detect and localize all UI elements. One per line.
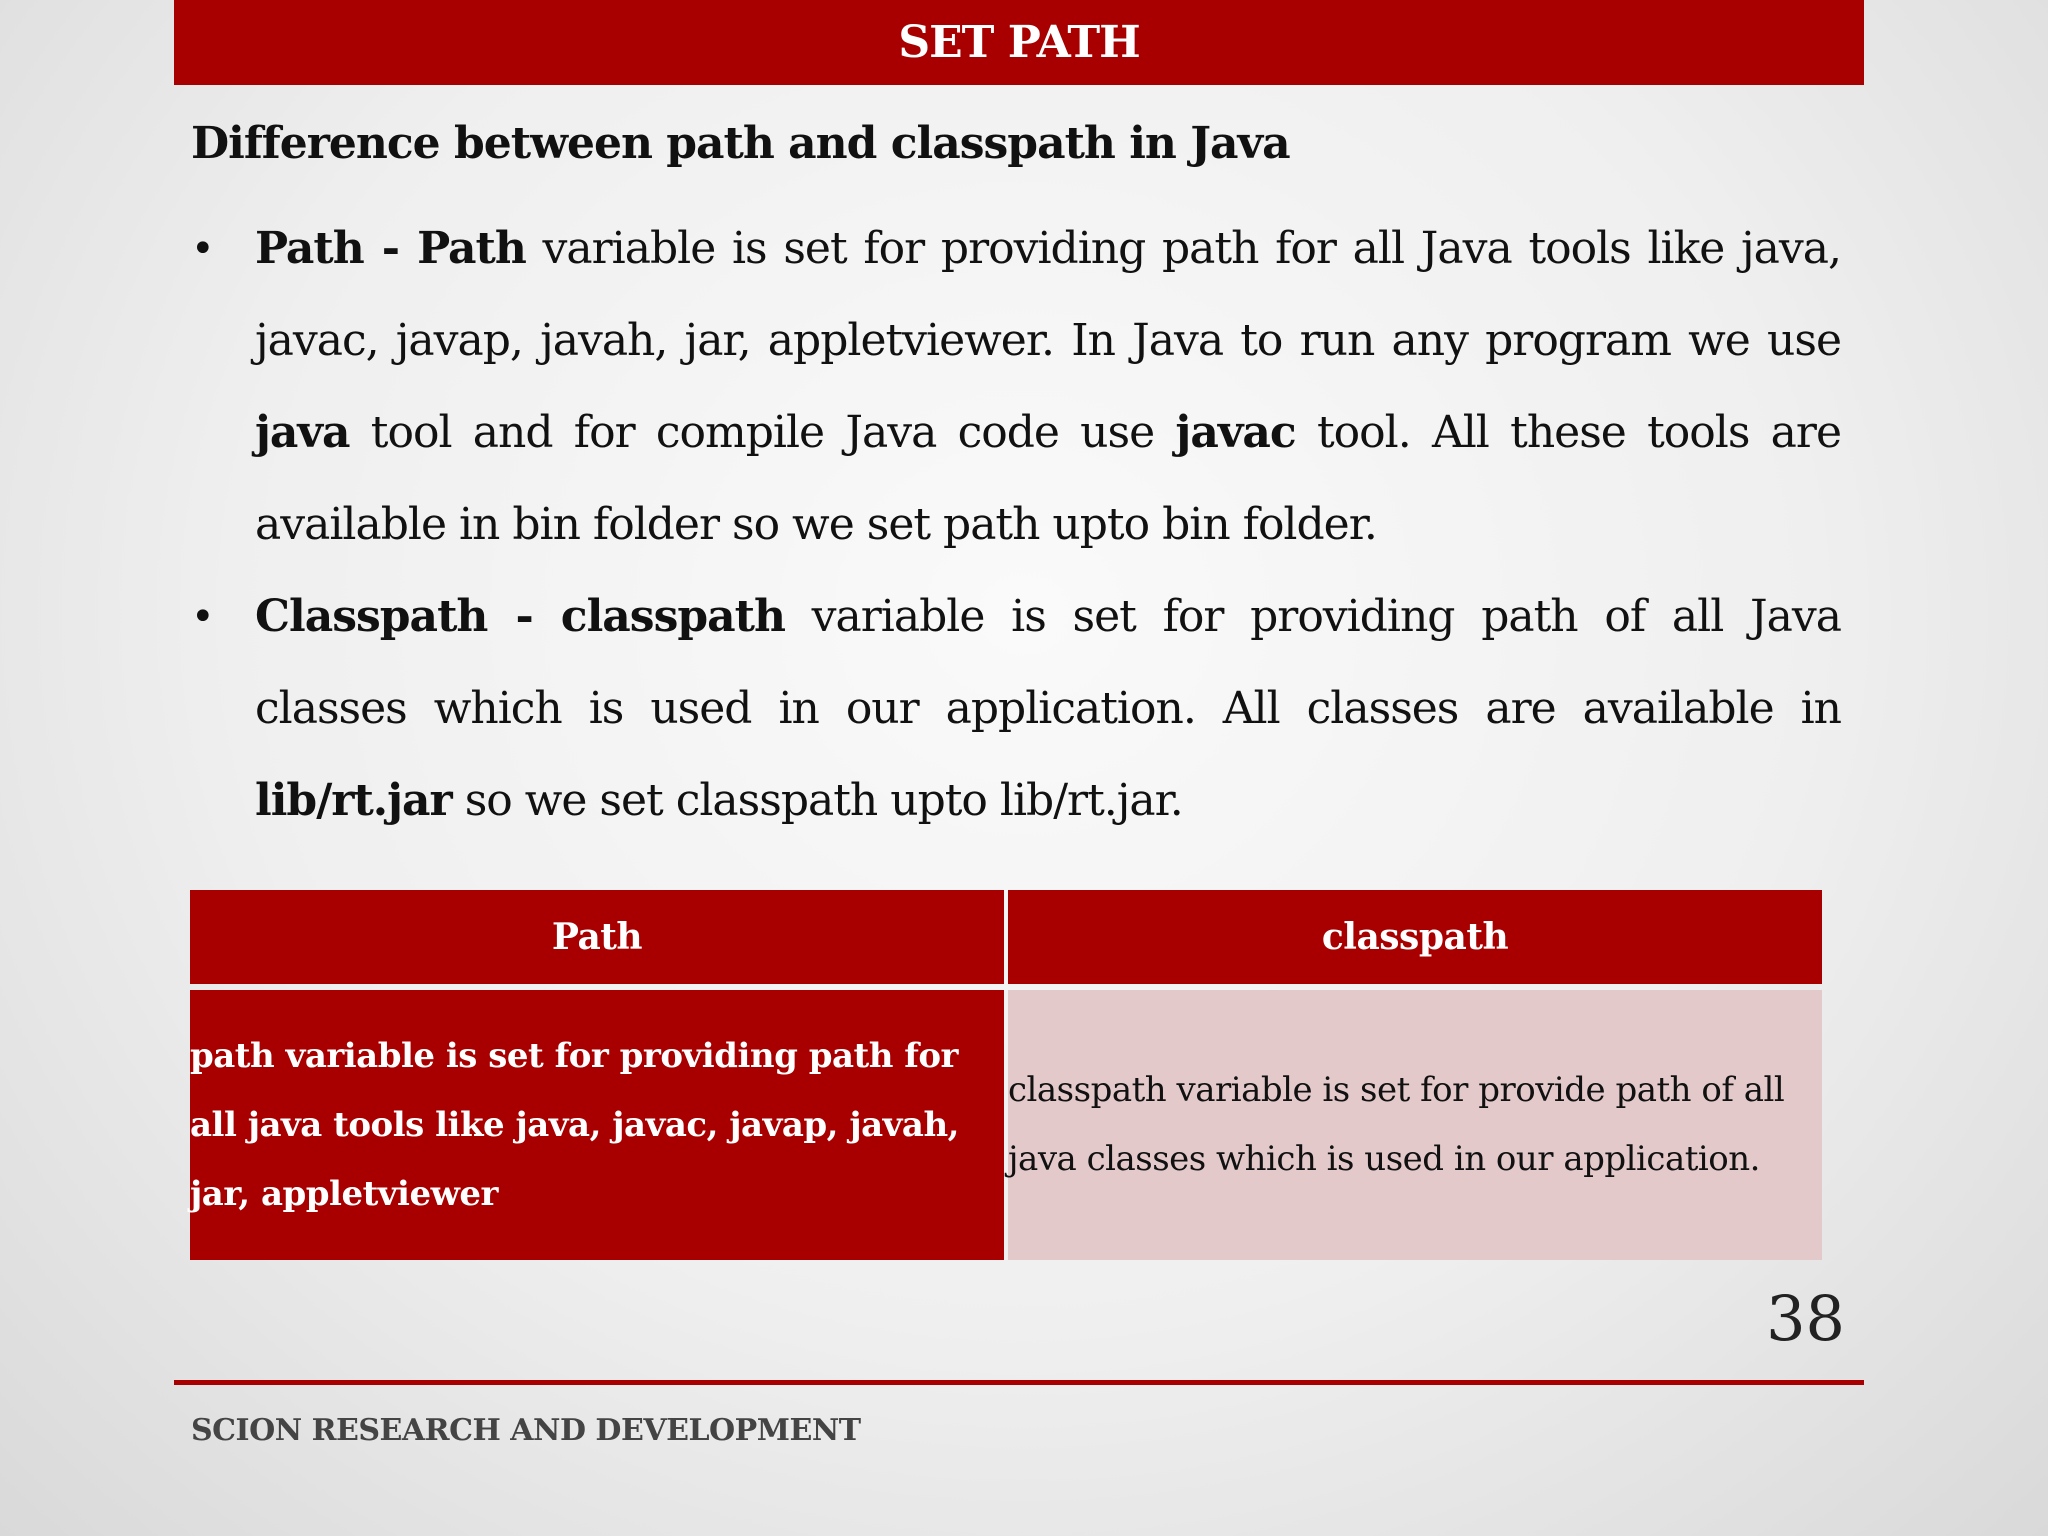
slide-subtitle: Difference between path and classpath in Java [191,118,1290,169]
slide-title: SET PATH [898,17,1140,68]
bullet-text: variable is set for providing path of all Java classes which is used in our application. All classes are available in [255,591,1841,734]
cell-path-description: path variable is set for providing path for all java tools like java, javac, javap, javah, jar, appletviewer [190,990,1004,1260]
page-number: 38 [1766,1282,1845,1355]
bullet-dot: • [191,594,214,640]
bullet-dot: • [191,226,214,272]
bullet-keyword: java [255,407,350,458]
bullet-text: tool and for compile Java code use [349,407,1176,458]
bullet-keyword: lib/rt.jar [255,775,452,826]
bullet-text: so we set classpath upto lib/rt.jar. [451,775,1183,826]
bullet-term: Path - Path [255,223,526,274]
bullet-keyword: javac [1175,407,1296,458]
comparison-table [186,884,1826,1266]
footer-text: SCION RESEARCH AND DEVELOPMENT [191,1413,861,1448]
cell-classpath-description: classpath variable is set for provide path of all java classes which is used in our application. [1008,990,1822,1260]
bullet-text: variable is set for providing path for all Java tools like java, javac, javap, javah, jar, appletviewer. In Java to run any program we use [255,223,1841,366]
header-classpath: classpath [1008,890,1822,984]
footer-divider [174,1380,1864,1385]
header-path: Path [190,890,1004,984]
bullet-list [191,203,1841,847]
title-bar [174,0,1864,85]
bullet-text: tool. All these tools are available in bin folder so we set path upto bin folder. [255,407,1841,550]
table-header-row [190,890,1822,984]
bullet-classpath [191,571,1841,847]
bullet-path [191,203,1841,571]
table-row [190,990,1822,1260]
bullet-term: Classpath - classpath [255,591,785,642]
